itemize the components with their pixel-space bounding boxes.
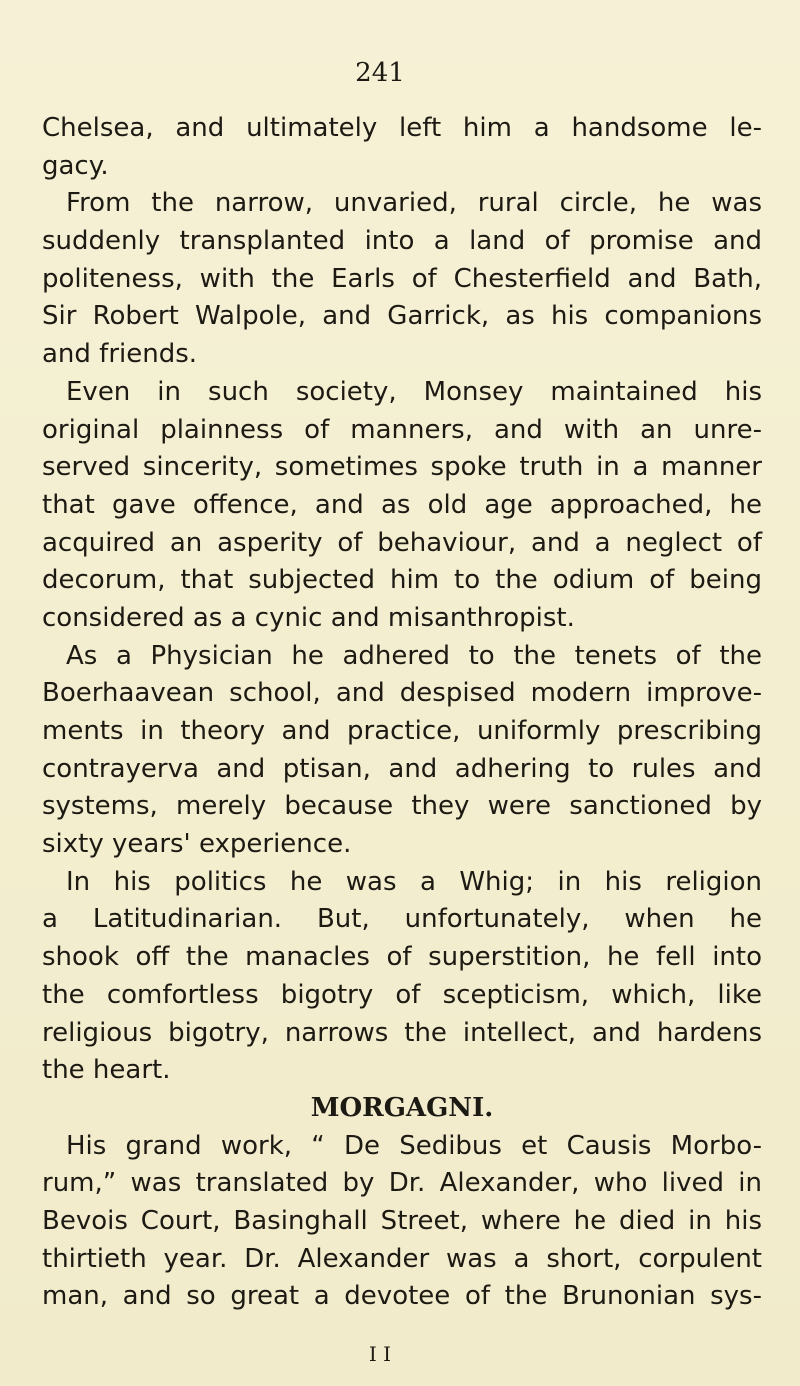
text-line: religious bigotry, narrows the intellect, and hardens	[42, 1017, 762, 1048]
text-line: ments in theory and practice, uniformly prescribing	[42, 716, 762, 746]
text-line: considered as a cynic and misanthropist.	[42, 602, 575, 633]
body-text	[42, 110, 762, 1316]
text-line: a Latitudinarian. But, unfortunately, when he	[42, 904, 762, 935]
text-line: Sir Robert Walpole, and Garrick, as his companions	[42, 301, 762, 332]
text-line: rum,” was translated by Dr. Alexander, who lived in	[42, 1168, 762, 1199]
text-line: man, and so great a devotee of the Brunonian sys-	[42, 1281, 762, 1312]
text-line: acquired an asperity of behaviour, and a neglect of	[42, 527, 762, 558]
text-line: suddenly transplanted into a land of promise and	[42, 226, 762, 257]
text-line: systems, merely because they were sanctioned by	[42, 791, 762, 822]
text-line: original plainness of manners, and with an unre-	[42, 414, 762, 445]
signature-mark: I I	[368, 1342, 392, 1366]
text-line: politeness, with the Earls of Chesterfield and Bath,	[42, 263, 762, 294]
text-line: gacy.	[42, 150, 109, 181]
text-line: the comfortless bigotry of scepticism, which, like	[42, 979, 762, 1010]
text-line: As a Physician he adhered to the tenets of the	[66, 640, 762, 671]
text-line: Boerhaavean school, and despised modern improve-	[42, 678, 762, 709]
text-line: From the narrow, unvaried, rural circle, he was	[66, 188, 762, 219]
text-line: the heart.	[42, 1055, 171, 1086]
text-line: Even in such society, Monsey maintained his	[66, 376, 762, 407]
text-line: shook off the manacles of superstition, he fell into	[42, 942, 762, 973]
text-line: decorum, that subjected him to the odium of being	[42, 565, 762, 596]
text-line: Chelsea, and ultimately left him a handsome le-	[42, 113, 762, 143]
section-heading: MORGAGNI.	[310, 1092, 494, 1123]
text-line: sixty years' experience.	[42, 829, 352, 860]
text-line: Bevois Court, Basinghall Street, where he died in his	[42, 1205, 762, 1236]
text-line: contrayerva and ptisan, and adhering to rules and	[42, 753, 762, 784]
text-line: that gave offence, and as old age approached, he	[42, 489, 762, 520]
page-number: 241	[355, 58, 405, 88]
text-line: served sincerity, sometimes spoke truth in a manner	[42, 452, 762, 483]
text-line: thirtieth year. Dr. Alexander was a short, corpulent	[42, 1243, 762, 1274]
text-line: and friends.	[42, 339, 198, 370]
text-line: In his politics he was a Whig; in his religion	[66, 866, 762, 897]
text-line: His grand work, “ De Sedibus et Causis Morbo-	[66, 1130, 762, 1161]
